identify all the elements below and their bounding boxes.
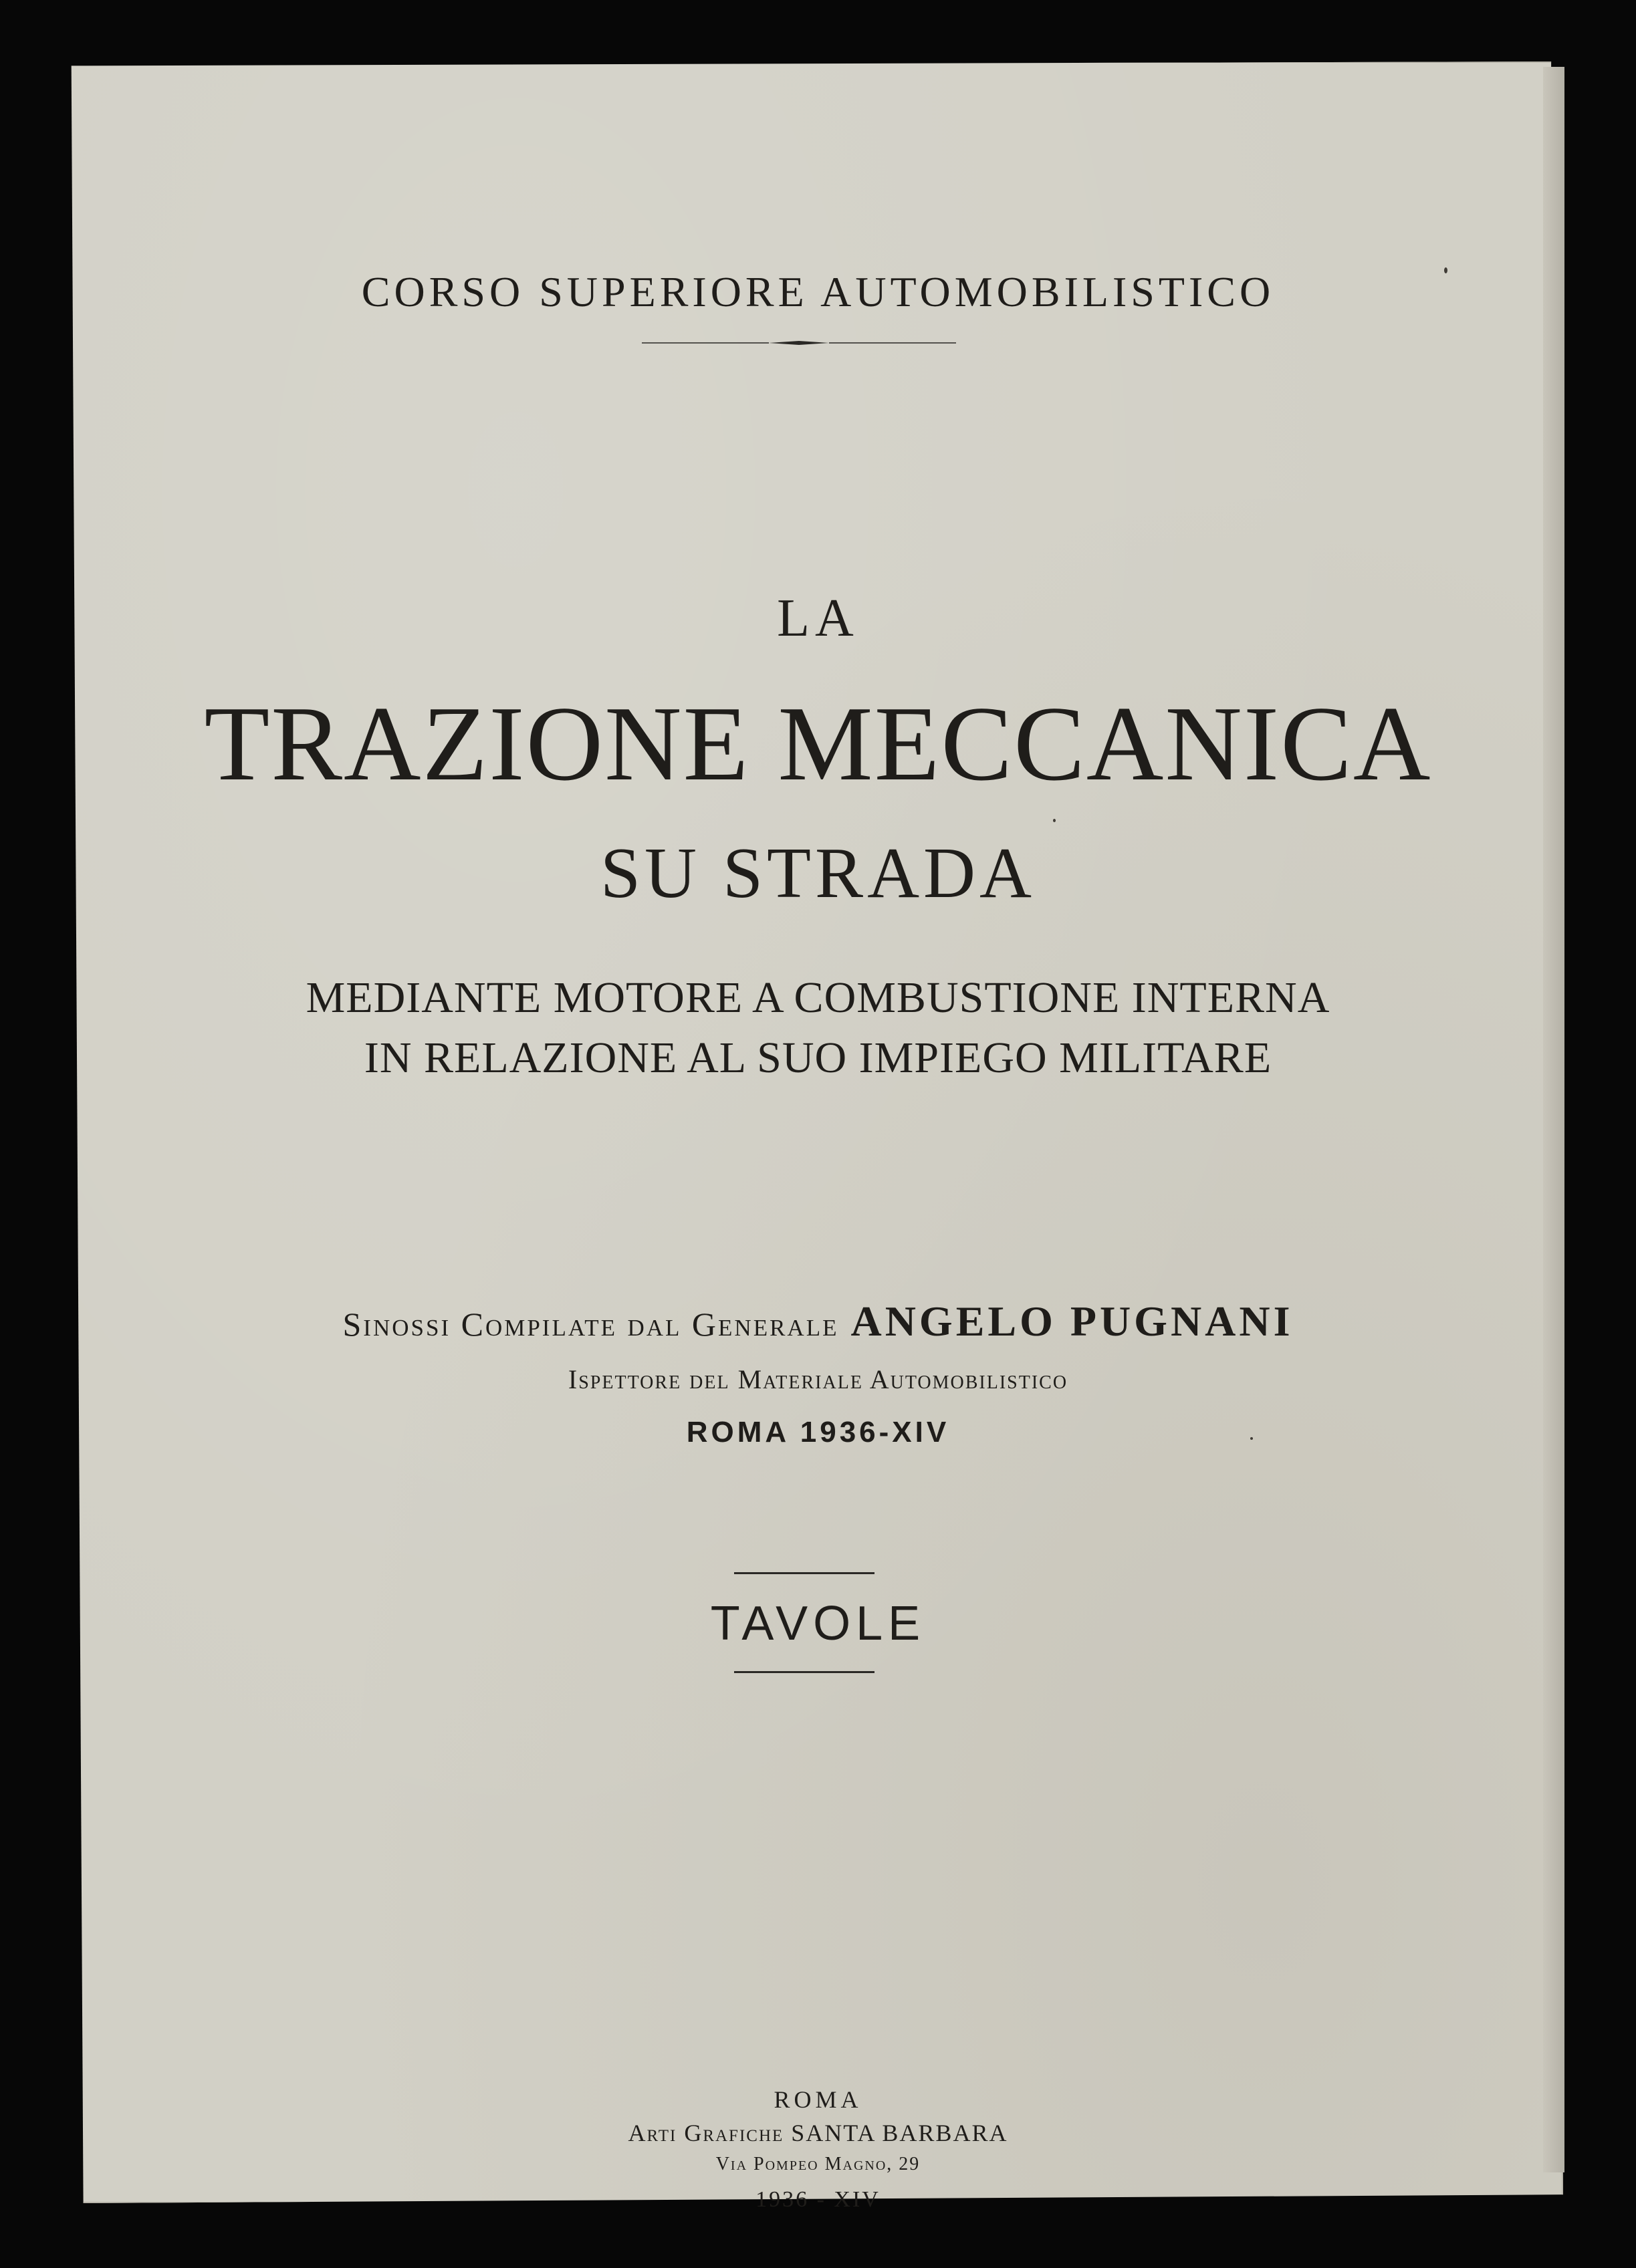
main-title: TRAZIONE MECCANICA bbox=[204, 684, 1432, 803]
section-title: TAVOLE bbox=[710, 1597, 926, 1650]
ornament-rule bbox=[642, 341, 956, 345]
publisher-name: Arti Grafiche SANTA BARBARA bbox=[628, 2120, 1008, 2146]
place-date: ROMA 1936-XIV bbox=[686, 1416, 950, 1448]
author-prefix: Sinossi Compilate dal Generale bbox=[342, 1305, 839, 1343]
cover-edge bbox=[1543, 67, 1564, 2172]
paper-speck bbox=[1250, 1437, 1253, 1440]
subtitle-line-2: IN RELAZIONE AL SUO IMPIEGO MILITARE bbox=[364, 1033, 1272, 1082]
title-article: LA bbox=[777, 589, 859, 648]
section-rule-bottom bbox=[734, 1671, 874, 1673]
subtitle-line-1: MEDIANTE MOTORE A COMBUSTIONE INTERNA bbox=[306, 973, 1330, 1022]
publisher-city: ROMA bbox=[774, 2086, 862, 2113]
title-second-line: SU STRADA bbox=[600, 834, 1036, 913]
book-cover bbox=[67, 61, 1563, 2203]
paper-speck bbox=[1053, 819, 1056, 822]
paper-speck bbox=[1444, 267, 1447, 273]
author-line bbox=[0, 1297, 1636, 1346]
author-role: Ispettore del Materiale Automobilistico bbox=[568, 1364, 1068, 1394]
publisher-address: Via Pompeo Magno, 29 bbox=[715, 2154, 921, 2174]
author-name: ANGELO PUGNANI bbox=[850, 1297, 1294, 1345]
section-rule-top bbox=[734, 1572, 874, 1574]
series-title: CORSO SUPERIORE AUTOMOBILISTICO bbox=[361, 268, 1275, 316]
publisher-year: 1936 - XIV bbox=[755, 2187, 881, 2212]
